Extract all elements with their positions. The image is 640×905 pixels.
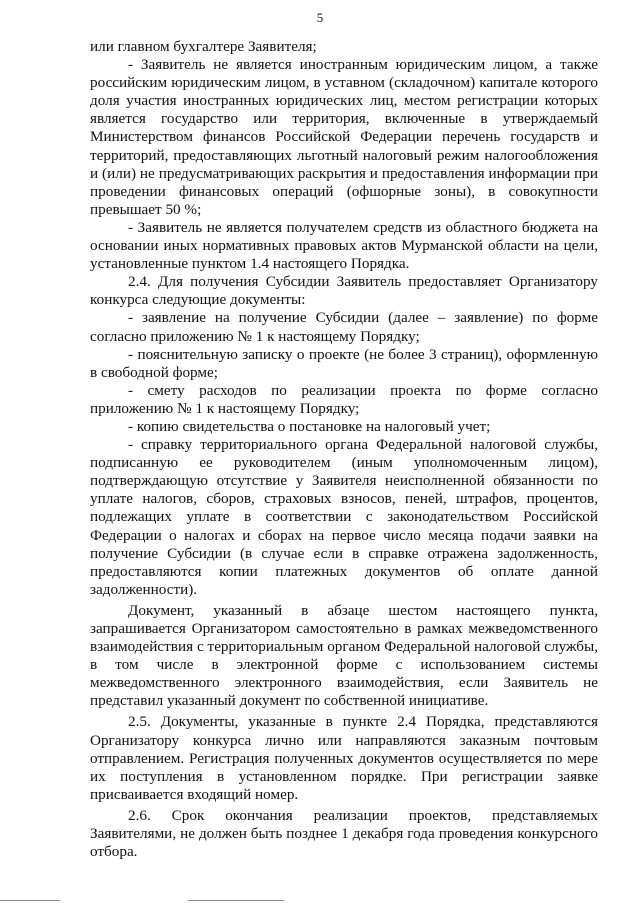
list-item-application: - заявление на получение Субсидии (далее – заявление) по форме согласно приложению № 1 к настоящему Порядку; (90, 309, 598, 345)
list-item-explanatory-note: - пояснительную записку о проекте (не более 3 страниц), оформленную в свободной форме; (90, 345, 598, 381)
list-item-tax-certificate: - справку территориального органа Федеральной налоговой службы, подписанную ее руководителем (иным уполномоченным лицом), подтверждающую отсутствие у Заявителя неисполненной обязанности по уплате налогов, сборов, страховых взносов, пеней, штрафов, процентов, подлежащих уплате в соответствии с законодательством Российской Федерации о налогах и сборах на первое число месяца подачи заявки на получение Субсидии (в случае если в справке отражена задолженность, предоставляются копии платежных документов об оплате данной задолженности). (90, 436, 598, 598)
paragraph-not-budget-recipient: - Заявитель не является получателем средств из областного бюджета на основании иных нормативных правовых актов Мурманской области на цели, установленные пунктом 1.4 настоящего Порядка. (90, 218, 598, 273)
scan-artifact-line (188, 900, 284, 901)
scan-artifact-line (0, 900, 60, 901)
paragraph-clause-2-6: 2.6. Срок окончания реализации проектов, представляемых Заявителями, не должен быть позднее 1 декабря года проведения конкурсного отбора. (90, 806, 598, 861)
paragraph-not-foreign-entity: - Заявитель не является иностранным юридическим лицом, а также российским юридическим лицом, в уставном (складочном) капитале которого доля участия иностранных юридических лиц, местом регистрации которых является государство или территория, включенные в утверждаемый Министерством финансов Российской Федерации перечень государств и территорий, предоставляющих льготный налоговый режим налогообложения и (или) не предусматривающих раскрытия и предоставления информации при проведении финансовых операций (офшорные зоны), в совокупности превышает 50 %; (90, 56, 598, 218)
paragraph-continuation: или главном бухгалтере Заявителя; (90, 38, 317, 55)
paragraph-clause-2-5: 2.5. Документы, указанные в пункте 2.4 Порядка, представляются Организатору конкурса лично или направляются заказным почтовым отправлением. Регистрация полученных документов осуществляется по мере их поступления в установленном порядке. При регистрации заявке присваивается входящий номер. (90, 713, 598, 803)
paragraph-clause-2-4: 2.4. Для получения Субсидии Заявитель предоставляет Организатору конкурса следующие документы: (90, 273, 598, 309)
list-item-cost-estimate: - смету расходов по реализации проекта по форме согласно приложению № 1 к настоящему Порядку; (90, 381, 598, 417)
paragraph-document-request: Документ, указанный в абзаце шестом настоящего пункта, запрашивается Организатором самостоятельно в рамках межведомственного взаимодействия с территориальным органом Федеральной налоговой службы, в том числе в электронной форме с использованием системы межведомственного электронного взаимодействия, если Заявитель не представил указанный документ по собственной инициативе. (90, 601, 598, 710)
list-item-tax-registration-copy: - копию свидетельства о постановке на налоговый учет; (128, 417, 491, 435)
body-text (90, 38, 598, 861)
page-number: 5 (316, 10, 324, 25)
